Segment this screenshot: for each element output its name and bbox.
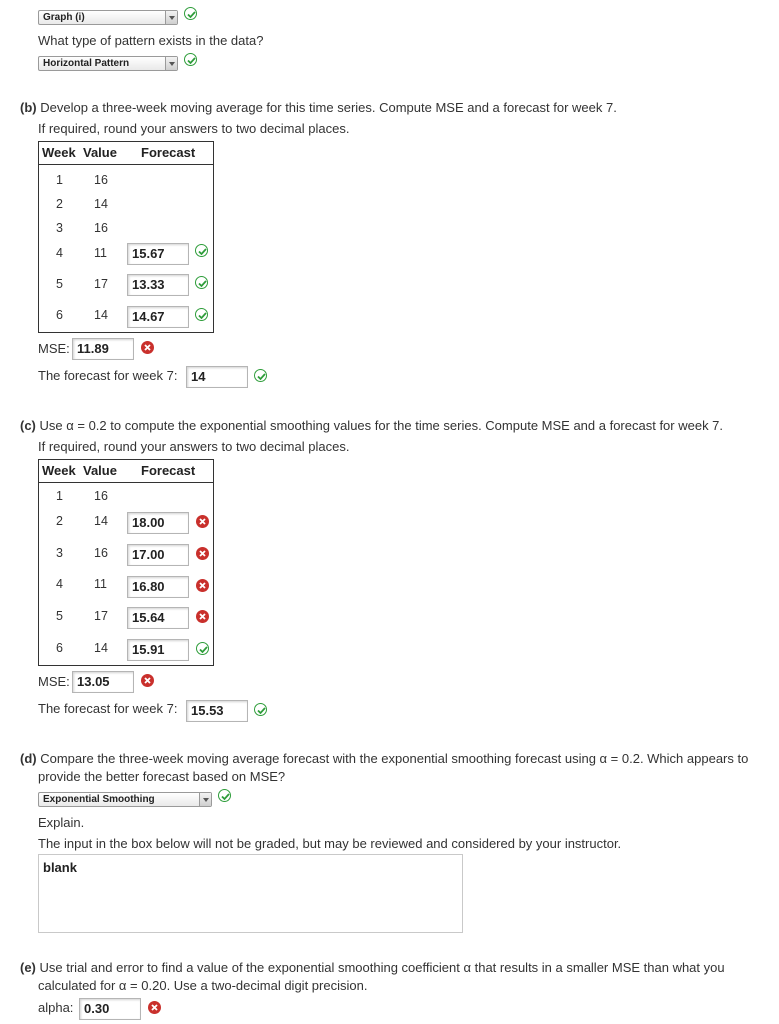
header-value: Value [83, 145, 117, 160]
table-header [39, 142, 213, 165]
explain-label: Explain. [38, 815, 85, 830]
week-cell: 3 [56, 546, 63, 560]
week-cell: 4 [56, 246, 63, 260]
week-cell: 4 [56, 577, 63, 591]
es-forecast-week7-input[interactable]: 15.53 [186, 700, 248, 722]
alpha-input[interactable]: 0.30 [79, 998, 141, 1020]
es-forecast-input-week-6[interactable]: 15.91 [127, 639, 189, 661]
chevron-down-icon [165, 57, 177, 70]
part-b-instruction: (b) Develop a three-week moving average for this time series. Compute MSE and a forecast for week 7. [20, 100, 617, 115]
value-cell: 16 [94, 489, 108, 503]
alpha-label: alpha: [38, 1000, 74, 1015]
part-b-rounding: If required, round your answers to two decimal places. [38, 121, 350, 136]
better-forecast-select-value: Exponential Smoothing [43, 794, 155, 805]
es-mse-input[interactable]: 13.05 [72, 671, 134, 693]
table-header [39, 460, 213, 483]
es-forecast-input-week-3[interactable]: 17.00 [127, 544, 189, 566]
value-cell: 11 [94, 246, 107, 260]
cross-icon [148, 1001, 161, 1014]
header-forecast: Forecast [141, 145, 196, 160]
header-value: Value [83, 463, 117, 478]
part-c-rounding: If required, round your answers to two decimal places. [38, 439, 350, 454]
mse-label: MSE: [38, 341, 70, 356]
cross-icon [196, 515, 209, 528]
es-forecast-input-week-5[interactable]: 15.64 [127, 607, 189, 629]
cross-icon [196, 547, 209, 560]
graph-select-value: Graph (i) [43, 12, 85, 23]
value-cell: 16 [94, 173, 108, 187]
part-c-instruction: (c) Use α = 0.2 to compute the exponential smoothing values for the time series. Compute MSE and a forecast for week 7. [20, 418, 724, 433]
week-cell: 6 [56, 641, 63, 655]
check-icon [195, 276, 208, 289]
pattern-select-value: Horizontal Pattern [43, 58, 130, 69]
chevron-down-icon [165, 11, 177, 24]
week-cell: 2 [56, 197, 63, 211]
moving-average-table [38, 141, 214, 333]
part-e-instruction-cont: calculated for α = 0.20. Use a two-decimal digit precision. [38, 978, 368, 993]
part-e-instruction: (e) Use trial and error to find a value of the exponential smoothing coefficient α that results in a smaller MSE than what you [20, 960, 725, 975]
part-d-instruction: (d) Compare the three-week moving average forecast with the exponential smoothing forecast using α = 0.2. Which appears to [20, 751, 749, 766]
check-icon [254, 703, 267, 716]
check-icon [254, 369, 267, 382]
header-week: Week [42, 463, 76, 478]
check-icon [184, 53, 197, 66]
value-cell: 14 [94, 514, 108, 528]
forecast-week7-label: The forecast for week 7: [38, 368, 178, 383]
value-cell: 16 [94, 546, 108, 560]
graph-select[interactable] [38, 10, 178, 25]
forecast-input-week-6[interactable]: 14.67 [127, 306, 189, 328]
forecast-input-week-5[interactable]: 13.33 [127, 274, 189, 296]
week-cell: 5 [56, 277, 63, 291]
check-icon [195, 244, 208, 257]
value-cell: 14 [94, 197, 108, 211]
mse-label: MSE: [38, 674, 70, 689]
value-cell: 11 [94, 577, 107, 591]
es-forecast-input-week-4[interactable]: 16.80 [127, 576, 189, 598]
week-cell: 2 [56, 514, 63, 528]
week-cell: 5 [56, 609, 63, 623]
explain-textarea[interactable]: blank [38, 854, 463, 933]
check-icon [196, 642, 209, 655]
header-forecast: Forecast [141, 463, 196, 478]
part-d-instruction-cont: provide the better forecast based on MSE? [38, 769, 286, 784]
value-cell: 17 [94, 277, 108, 291]
value-cell: 16 [94, 221, 108, 235]
chevron-down-icon [199, 793, 211, 806]
check-icon [184, 7, 197, 20]
check-icon [218, 789, 231, 802]
forecast-input-week-4[interactable]: 15.67 [127, 243, 189, 265]
check-icon [195, 308, 208, 321]
value-cell: 14 [94, 641, 108, 655]
week-cell: 3 [56, 221, 63, 235]
es-forecast-input-week-2[interactable]: 18.00 [127, 512, 189, 534]
forecast-week7-label: The forecast for week 7: [38, 701, 178, 716]
pattern-question: What type of pattern exists in the data? [38, 33, 264, 48]
value-cell: 14 [94, 308, 108, 322]
cross-icon [196, 610, 209, 623]
better-forecast-select[interactable] [38, 792, 212, 807]
value-cell: 17 [94, 609, 108, 623]
forecast-week7-input[interactable]: 14 [186, 366, 248, 388]
week-cell: 1 [56, 173, 63, 187]
cross-icon [141, 674, 154, 687]
week-cell: 1 [56, 489, 63, 503]
pattern-select[interactable] [38, 56, 178, 71]
week-cell: 6 [56, 308, 63, 322]
ungraded-note: The input in the box below will not be graded, but may be reviewed and considered by your instructor. [38, 836, 622, 851]
header-week: Week [42, 145, 76, 160]
mse-input[interactable]: 11.89 [72, 338, 134, 360]
cross-icon [141, 341, 154, 354]
cross-icon [196, 579, 209, 592]
